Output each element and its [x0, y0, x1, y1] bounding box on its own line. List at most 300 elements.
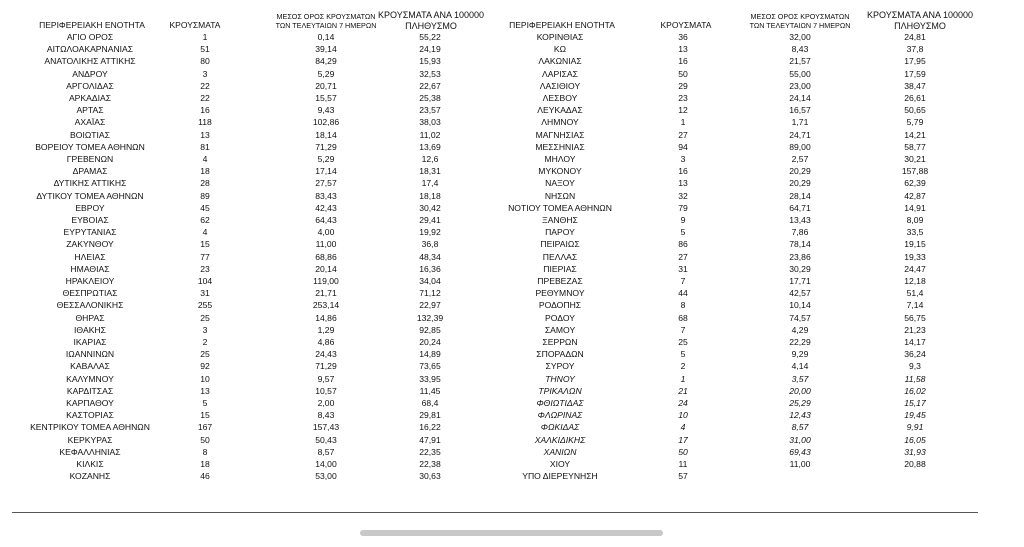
avg7-cell: 20,71 — [315, 80, 337, 91]
avg7-cell: 5,29 — [317, 68, 335, 79]
cases-cell: 1 — [680, 117, 686, 128]
avg7-cell: 30,29 — [789, 263, 811, 274]
per100k-cell: 55,22 — [419, 32, 441, 42]
avg7-cell: 16,57 — [789, 105, 811, 116]
cases-cell: 77 — [200, 251, 210, 262]
region-cell: ΕΥΒΟΙΑΣ — [71, 215, 109, 225]
avg7-cell: 20,00 — [789, 385, 811, 396]
cases-cell: 5 — [680, 227, 686, 238]
table-row — [0, 214, 1024, 226]
cases-cell: 4 — [202, 154, 208, 164]
region-cell: ΘΕΣΣΑΛΟΝΙΚΗΣ — [56, 300, 124, 311]
table-row — [0, 43, 1024, 55]
cases-cell: 255 — [197, 300, 213, 311]
cases-cell: 15 — [200, 410, 210, 421]
per100k-cell: 71,12 — [419, 288, 441, 299]
cases-cell: 57 — [678, 471, 688, 482]
cases-cell: 50 — [678, 446, 688, 457]
cases-cell: 7 — [680, 324, 686, 335]
per100k-cell: 14,91 — [904, 202, 926, 213]
table-row — [0, 470, 1024, 482]
cases-cell: 62 — [200, 215, 210, 225]
table-row — [0, 202, 1024, 214]
cases-cell: 118 — [198, 117, 212, 128]
avg7-cell: 74,57 — [789, 312, 811, 323]
region-cell: ΔΡΑΜΑΣ — [72, 166, 108, 177]
header-avg-left-line2: ΤΩΝ ΤΕΛΕΥΤΑΙΩΝ 7 ΗΜΕΡΩΝ — [275, 21, 377, 30]
region-cell: ΧΙΟΥ — [549, 459, 571, 469]
header-per100k-right-line2: ΠΛΗΘΥΣΜΟ — [894, 21, 946, 31]
avg7-cell: 11,00 — [315, 239, 337, 250]
table-row — [0, 348, 1024, 360]
table-row — [0, 238, 1024, 250]
cases-cell: 21 — [678, 385, 688, 396]
region-cell: ΚΟΡΙΝΘΙΑΣ — [536, 32, 584, 42]
avg7-cell: 55,00 — [789, 68, 811, 79]
cases-cell: 4 — [202, 227, 208, 238]
avg7-cell: 8,43 — [317, 410, 335, 421]
region-cell: ΛΕΣΒΟΥ — [542, 93, 578, 103]
avg7-cell: 8,43 — [791, 44, 809, 55]
header-per100k-left-line1: ΚΡΟΥΣΜΑΤΑ ΑΝΑ 100000 — [378, 10, 484, 20]
table-row — [0, 434, 1024, 446]
per100k-cell: 50,65 — [904, 105, 926, 116]
cases-cell: 27 — [678, 251, 688, 262]
region-cell: ΛΕΥΚΑΔΑΣ — [537, 105, 583, 116]
region-cell: ΚΑΛΥΜΝΟΥ — [66, 373, 114, 384]
cases-cell: 9 — [680, 215, 686, 225]
avg7-cell: 24,43 — [315, 349, 337, 360]
per100k-cell: 92,85 — [419, 324, 441, 335]
cases-cell: 167 — [197, 422, 213, 433]
cases-cell: 2 — [202, 337, 208, 347]
cases-cell: 50 — [678, 68, 688, 79]
cases-cell: 16 — [678, 56, 688, 67]
avg7-cell: 84,29 — [315, 56, 337, 67]
per100k-cell: 24,19 — [419, 44, 441, 55]
table-row — [0, 31, 1024, 43]
per100k-cell: 31,93 — [904, 446, 926, 457]
avg7-cell: 21,57 — [789, 56, 811, 67]
per100k-cell: 24,81 — [904, 32, 926, 42]
per100k-cell: 38,47 — [904, 80, 926, 91]
avg7-cell: 4,86 — [317, 337, 335, 347]
region-cell: ΤΡΙΚΑΛΩΝ — [538, 385, 582, 396]
per100k-cell: 32,53 — [419, 68, 441, 79]
table-row — [0, 153, 1024, 165]
avg7-cell: 20,29 — [789, 166, 811, 177]
cases-cell: 45 — [200, 202, 210, 213]
per100k-cell: 23,57 — [419, 105, 441, 116]
table-row — [0, 92, 1024, 104]
avg7-cell: 157,43 — [312, 422, 340, 433]
per100k-cell: 12,18 — [904, 276, 926, 286]
avg7-cell: 3,57 — [791, 373, 809, 384]
avg7-cell: 8,57 — [791, 422, 809, 433]
per100k-cell: 14,21 — [904, 129, 926, 140]
region-cell: ΦΛΩΡΙΝΑΣ — [537, 410, 583, 421]
avg7-cell: 9,57 — [317, 373, 335, 384]
cases-cell: 104 — [197, 276, 213, 286]
per100k-cell: 68,4 — [421, 398, 439, 408]
table-row — [0, 165, 1024, 177]
cases-cell: 22 — [200, 93, 210, 103]
header-avg-right-line1: ΜΕΣΟΣ ΟΡΟΣ ΚΡΟΥΣΜΑΤΩΝ — [750, 12, 850, 21]
table-row — [0, 312, 1024, 324]
region-cell: ΣΕΡΡΩΝ — [542, 337, 578, 347]
region-cell: ΚΕΡΚΥΡΑΣ — [67, 434, 113, 445]
cases-cell: 7 — [680, 276, 686, 286]
cases-cell: 24 — [678, 398, 688, 408]
table-row — [0, 336, 1024, 348]
per100k-cell: 17,4 — [421, 178, 439, 189]
region-cell: ΠΕΛΛΑΣ — [542, 251, 578, 262]
cases-cell: 13 — [678, 178, 688, 189]
avg7-cell: 25,29 — [789, 398, 811, 408]
cases-cell: 2 — [680, 361, 686, 372]
region-cell: ΚΙΛΚΙΣ — [76, 459, 104, 469]
table-row — [0, 177, 1024, 189]
per100k-cell: 17,59 — [904, 68, 926, 79]
region-cell: ΠΡΕΒΕΖΑΣ — [537, 276, 583, 286]
region-cell: ΑΓΙΟ ΟΡΟΣ — [66, 32, 114, 42]
per100k-cell: 16,05 — [904, 434, 926, 445]
per100k-cell: 132,39 — [416, 312, 444, 323]
per100k-cell: 34,04 — [419, 276, 441, 286]
region-cell: ΑΡΤΑΣ — [76, 105, 104, 116]
cases-cell: 3 — [202, 324, 208, 335]
avg7-cell: 64,43 — [315, 215, 337, 225]
table-row — [0, 104, 1024, 116]
per100k-cell: 16,02 — [904, 385, 926, 396]
cases-cell: 5 — [202, 398, 208, 408]
per100k-cell: 19,92 — [419, 227, 441, 238]
table-row — [0, 360, 1024, 372]
cases-cell: 10 — [678, 410, 688, 421]
cases-cell: 11 — [678, 459, 688, 469]
per100k-cell: 15,93 — [419, 56, 441, 67]
per100k-cell: 30,21 — [904, 154, 926, 164]
region-cell: ΒΟΡΕΙΟΥ ΤΟΜΕΑ ΑΘΗΝΩΝ — [35, 141, 145, 152]
cases-cell: 68 — [678, 312, 688, 323]
table-row — [0, 409, 1024, 421]
region-cell: ΠΕΙΡΑΙΩΣ — [540, 239, 580, 250]
per100k-cell: 22,67 — [419, 80, 441, 91]
region-cell: ΛΗΜΝΟΥ — [541, 117, 579, 128]
region-cell: ΗΜΑΘΙΑΣ — [70, 263, 110, 274]
per100k-cell: 73,65 — [419, 361, 441, 372]
header-region-left: ΠΕΡΙΦΕΡΕΙΑΚΗ ΕΝΟΤΗΤΑ — [39, 20, 145, 30]
per100k-cell: 26,61 — [904, 93, 926, 103]
region-cell: ΣΑΜΟΥ — [544, 324, 576, 335]
avg7-cell: 39,14 — [315, 44, 337, 55]
header-per100k-left-line2: ΠΛΗΘΥΣΜΟ — [405, 21, 457, 31]
cases-cell: 8 — [202, 446, 208, 457]
table-row — [0, 251, 1024, 263]
cases-cell: 22 — [200, 80, 210, 91]
table-row — [0, 385, 1024, 397]
table-row — [0, 116, 1024, 128]
avg7-cell: 102,86 — [312, 117, 340, 128]
region-cell: ΝΑΞΟΥ — [545, 178, 575, 189]
per100k-cell: 9,91 — [906, 422, 924, 433]
cases-cell: 32 — [678, 190, 688, 201]
table-row — [0, 324, 1024, 336]
avg7-cell: 13,43 — [789, 215, 811, 225]
avg7-cell: 28,14 — [789, 190, 811, 201]
header-cases-right: ΚΡΟΥΣΜΑΤΑ — [660, 20, 712, 30]
region-cell: ΚΟΖΑΝΗΣ — [69, 471, 111, 482]
table-row — [0, 373, 1024, 385]
cases-cell: 31 — [200, 288, 210, 299]
avg7-cell: 78,14 — [789, 239, 811, 250]
region-cell: ΜΕΣΣΗΝΙΑΣ — [535, 141, 585, 152]
avg7-cell: 9,29 — [791, 349, 809, 360]
table-row — [0, 263, 1024, 275]
avg7-cell: 32,00 — [789, 32, 811, 42]
per100k-cell: 14,89 — [419, 349, 441, 360]
cases-cell: 13 — [678, 44, 688, 55]
header-avg-left-line1: ΜΕΣΟΣ ΟΡΟΣ ΚΡΟΥΣΜΑΤΩΝ — [276, 12, 376, 21]
cases-cell: 46 — [200, 471, 210, 482]
per100k-cell: 19,33 — [904, 251, 926, 262]
avg7-cell: 2,00 — [317, 398, 335, 408]
per100k-cell: 30,42 — [419, 202, 441, 213]
table-row — [0, 226, 1024, 238]
cases-cell: 18 — [200, 459, 210, 469]
cases-cell: 23 — [678, 93, 688, 103]
cases-cell: 13 — [200, 385, 210, 396]
avg7-cell: 15,57 — [315, 93, 337, 103]
per100k-cell: 30,63 — [419, 471, 441, 482]
table-row — [0, 68, 1024, 80]
per100k-cell: 48,34 — [419, 251, 441, 262]
per100k-cell: 33,95 — [419, 373, 441, 384]
per100k-cell: 25,38 — [419, 93, 441, 103]
avg7-cell: 10,57 — [315, 385, 337, 396]
per100k-cell: 22,35 — [419, 446, 441, 457]
cases-cell: 94 — [678, 141, 688, 152]
cases-cell: 50 — [200, 434, 210, 445]
per100k-cell: 18,31 — [419, 166, 441, 177]
cases-cell: 36 — [678, 32, 688, 42]
cases-cell: 13 — [200, 129, 210, 140]
cases-cell: 31 — [678, 263, 688, 274]
region-cell: ΗΛΕΙΑΣ — [74, 251, 106, 262]
cases-cell: 29 — [678, 80, 688, 91]
table-row — [0, 141, 1024, 153]
per100k-cell: 51,4 — [906, 288, 924, 299]
avg7-cell: 20,29 — [789, 178, 811, 189]
avg7-cell: 1,29 — [317, 324, 335, 335]
region-cell: ΘΗΡΑΣ — [75, 312, 105, 323]
region-cell: ΑΡΓΟΛΙΔΑΣ — [66, 80, 114, 91]
avg7-cell: 7,86 — [791, 227, 809, 238]
cases-cell: 8 — [680, 300, 686, 311]
avg7-cell: 4,14 — [791, 361, 809, 372]
region-cell: ΚΑΣΤΟΡΙΑΣ — [66, 410, 114, 421]
cases-cell: 51 — [200, 44, 210, 55]
per100k-cell: 9,3 — [909, 361, 921, 372]
per100k-cell: 19,15 — [904, 239, 926, 250]
region-cell: ΜΑΓΝΗΣΙΑΣ — [535, 129, 585, 140]
table-row — [0, 190, 1024, 202]
region-cell: ΙΘΑΚΗΣ — [74, 324, 106, 335]
cases-cell: 3 — [680, 154, 686, 164]
avg7-cell: 11,00 — [789, 459, 811, 469]
table-row — [0, 397, 1024, 409]
region-cell: ΚΕΦΑΛΛΗΝΙΑΣ — [59, 446, 121, 457]
per100k-cell: 5,79 — [906, 117, 924, 128]
cases-cell: 25 — [200, 312, 210, 323]
region-cell: ΖΑΚΥΝΘΟΥ — [66, 239, 114, 250]
avg7-cell: 23,86 — [789, 251, 811, 262]
avg7-cell: 27,57 — [315, 178, 337, 189]
region-cell: ΝΟΤΙΟΥ ΤΟΜΕΑ ΑΘΗΝΩΝ — [508, 202, 612, 213]
cases-cell: 5 — [680, 349, 686, 360]
avg7-cell: 14,00 — [315, 459, 337, 469]
cases-cell: 12 — [678, 105, 688, 116]
avg7-cell: 18,14 — [315, 129, 337, 140]
per100k-cell: 16,22 — [419, 422, 441, 433]
table-row — [0, 129, 1024, 141]
avg7-cell: 24,71 — [789, 129, 811, 140]
per100k-cell: 42,87 — [904, 190, 926, 201]
avg7-cell: 17,14 — [315, 166, 337, 177]
per100k-cell: 47,91 — [419, 434, 441, 445]
region-cell: ΡΕΘΥΜΝΟΥ — [535, 288, 585, 299]
region-cell: ΝΗΣΩΝ — [544, 190, 576, 201]
avg7-cell: 23,00 — [789, 80, 811, 91]
cases-cell: 1 — [202, 32, 208, 42]
region-cell: ΥΠΟ ΔΙΕΡΕΥΝΗΣΗ — [522, 471, 598, 482]
per100k-cell: 33,5 — [906, 227, 924, 238]
per100k-cell: 17,95 — [904, 56, 926, 67]
cases-cell: 16 — [678, 166, 688, 177]
region-cell: ΣΥΡΟΥ — [545, 361, 575, 372]
per100k-cell: 11,45 — [419, 385, 441, 396]
region-cell: ΤΗΝΟΥ — [545, 373, 575, 384]
avg7-cell: 83,43 — [315, 190, 337, 201]
avg7-cell: 71,29 — [315, 361, 337, 372]
region-cell: ΔΥΤΙΚΗΣ ΑΤΤΙΚΗΣ — [53, 178, 127, 189]
region-cell: ΛΑΡΙΣΑΣ — [542, 68, 578, 79]
cases-cell: 10 — [200, 373, 210, 384]
per100k-cell: 20,24 — [419, 337, 441, 347]
per100k-cell: 13,69 — [419, 141, 441, 152]
per100k-cell: 36,8 — [421, 239, 439, 250]
avg7-cell: 22,29 — [789, 337, 811, 347]
cases-cell: 25 — [678, 337, 688, 347]
region-cell: ΚΑΡΔΙΤΣΑΣ — [66, 385, 114, 396]
per100k-cell: 24,47 — [904, 263, 926, 274]
region-cell: ΑΝΑΤΟΛΙΚΗΣ ΑΤΤΙΚΗΣ — [44, 56, 136, 67]
region-cell: ΕΥΡΥΤΑΝΙΑΣ — [63, 227, 117, 238]
avg7-cell: 5,29 — [317, 154, 335, 164]
per100k-cell: 14,17 — [904, 337, 926, 347]
per100k-cell: 8,09 — [906, 215, 924, 225]
cases-cell: 16 — [200, 105, 210, 116]
avg7-cell: 119,00 — [313, 276, 339, 286]
region-cell: ΑΡΚΑΔΙΑΣ — [68, 93, 112, 103]
cases-cell: 28 — [200, 178, 210, 189]
cases-cell: 86 — [678, 239, 688, 250]
cases-cell: 15 — [200, 239, 210, 250]
region-cell: ΜΗΛΟΥ — [544, 154, 576, 164]
avg7-cell: 21,71 — [315, 288, 337, 299]
avg7-cell: 12,43 — [789, 410, 811, 421]
cases-cell: 81 — [200, 141, 210, 152]
cases-cell: 79 — [678, 202, 688, 213]
header-region-right: ΠΕΡΙΦΕΡΕΙΑΚΗ ΕΝΟΤΗΤΑ — [509, 20, 615, 30]
region-cell: ΒΟΙΩΤΙΑΣ — [70, 129, 110, 140]
avg7-cell: 24,14 — [789, 93, 811, 103]
region-cell: ΡΟΔΟΥ — [545, 312, 575, 323]
avg7-cell: 4,00 — [317, 227, 335, 238]
region-cell: ΛΑΚΩΝΙΑΣ — [538, 56, 582, 67]
horizontal-scrollbar[interactable] — [360, 530, 663, 536]
region-cell: ΕΒΡΟΥ — [75, 202, 105, 213]
region-cell: ΛΑΣΙΘΙΟΥ — [539, 80, 581, 91]
region-cell: ΙΚΑΡΙΑΣ — [73, 337, 107, 347]
per100k-cell: 36,24 — [904, 349, 926, 360]
table-row — [0, 275, 1024, 287]
per100k-cell: 11,58 — [904, 373, 926, 384]
avg7-cell: 42,43 — [315, 202, 337, 213]
per100k-cell: 22,97 — [419, 300, 441, 311]
per100k-cell: 18,18 — [419, 190, 441, 201]
avg7-cell: 9,43 — [317, 105, 335, 116]
per100k-cell: 21,23 — [904, 324, 926, 335]
region-cell: ΔΥΤΙΚΟΥ ΤΟΜΕΑ ΑΘΗΝΩΝ — [36, 190, 144, 201]
avg7-cell: 68,86 — [315, 251, 337, 262]
avg7-cell: 10,14 — [789, 300, 811, 311]
region-cell: ΚΑΡΠΑΘΟΥ — [66, 398, 114, 408]
avg7-cell: 31,00 — [789, 434, 811, 445]
cases-cell: 80 — [200, 56, 210, 67]
region-cell: ΙΩΑΝΝΙΝΩΝ — [65, 349, 115, 360]
region-cell: ΜΥΚΟΝΟΥ — [538, 166, 582, 177]
region-cell: ΑΝΔΡΟΥ — [72, 68, 108, 79]
region-cell: ΞΑΝΘΗΣ — [542, 215, 578, 225]
per100k-cell: 62,39 — [904, 178, 926, 189]
cases-cell: 25 — [200, 349, 210, 360]
region-cell: ΚΩ — [553, 44, 567, 55]
cases-cell: 89 — [200, 190, 210, 201]
cases-cell: 92 — [200, 361, 210, 372]
region-cell: ΡΟΔΟΠΗΣ — [538, 300, 582, 311]
per100k-cell: 11,02 — [419, 129, 441, 140]
cases-cell: 44 — [678, 288, 688, 299]
per100k-cell: 58,77 — [904, 141, 926, 152]
region-cell: ΠΙΕΡΙΑΣ — [543, 263, 577, 274]
region-cell: ΣΠΟΡΑΔΩΝ — [536, 349, 584, 360]
header-cases-left: ΚΡΟΥΣΜΑΤΑ — [169, 20, 221, 30]
table-row — [0, 458, 1024, 470]
per100k-cell: 7,14 — [906, 300, 924, 311]
avg7-cell: 64,71 — [789, 202, 811, 213]
table-row — [0, 55, 1024, 67]
avg7-cell: 1,71 — [791, 117, 809, 128]
per100k-cell: 22,38 — [419, 459, 441, 469]
avg7-cell: 2,57 — [791, 154, 809, 164]
avg7-cell: 253,14 — [312, 300, 340, 311]
avg7-cell: 53,00 — [315, 471, 337, 482]
per100k-cell: 12,6 — [421, 154, 439, 164]
cases-cell: 23 — [200, 263, 210, 274]
avg7-cell: 4,29 — [791, 324, 809, 335]
region-cell: ΦΘΙΩΤΙΔΑΣ — [536, 398, 584, 408]
